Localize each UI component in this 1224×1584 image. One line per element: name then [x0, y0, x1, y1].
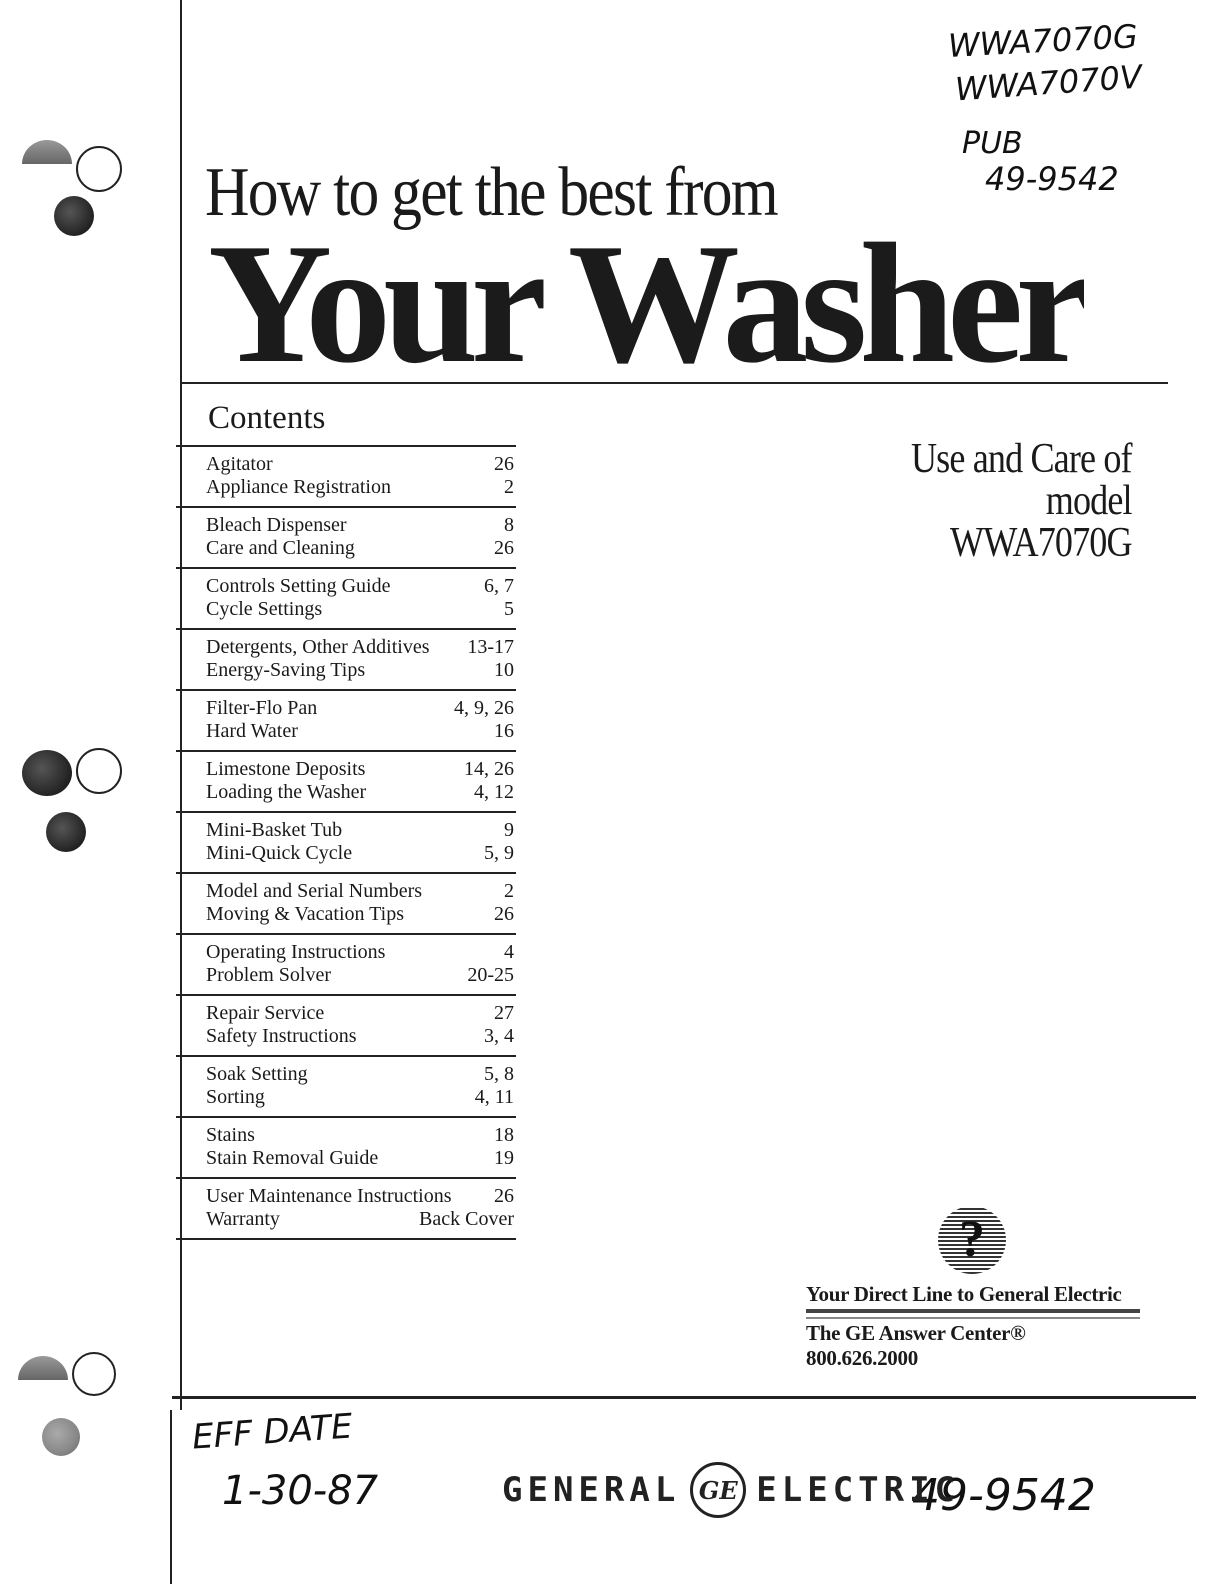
contents-group	[176, 1177, 516, 1240]
contents-entry-page: 14, 26	[464, 758, 514, 780]
contents-entry-label: Stains	[206, 1124, 255, 1146]
contents-entry-page: 27	[494, 1002, 514, 1024]
contents-row	[206, 1147, 516, 1170]
handwritten-footer-number: 49-9542	[912, 1470, 1096, 1521]
contents-group	[176, 933, 516, 994]
contents-row	[206, 575, 516, 598]
binder-hole	[22, 140, 72, 188]
contents-entry-page: 16	[494, 720, 514, 742]
contents-entry-label: Agitator	[206, 453, 273, 475]
answer-center-block	[806, 1282, 1140, 1371]
contents-entry-page: 3, 4	[484, 1025, 514, 1047]
contents-entry-label: Warranty	[206, 1208, 280, 1230]
contents-row	[206, 453, 516, 476]
use-care-model-label: model	[1046, 478, 1132, 524]
answer-center-phone: The GE Answer Center® 800.626.2000	[806, 1317, 1140, 1371]
contents-entry-label: Mini-Quick Cycle	[206, 842, 353, 864]
contents-group	[176, 506, 516, 567]
contents-row	[206, 819, 516, 842]
brand-logo	[502, 1462, 960, 1518]
contents-entry-label: Repair Service	[206, 1002, 325, 1024]
contents-row	[206, 476, 516, 499]
contents-entry-page: 4, 11	[474, 1086, 514, 1108]
handwritten-eff-date: 1-30-87	[222, 1468, 379, 1514]
contents-table	[176, 445, 516, 1240]
contents-row	[206, 903, 516, 926]
left-margin-rule-lower	[170, 1410, 172, 1584]
contents-row	[206, 842, 516, 865]
contents-entry-label: Care and Cleaning	[206, 537, 355, 559]
contents-entry-page: 10	[494, 659, 514, 681]
contents-row	[206, 880, 516, 903]
contents-entry-page: 20-25	[467, 964, 514, 986]
contents-row	[206, 1063, 516, 1086]
contents-group	[176, 445, 516, 506]
contents-entry-page: 26	[494, 453, 514, 475]
contents-row	[206, 659, 516, 682]
contents-row	[206, 1185, 516, 1208]
contents-entry-label: Stain Removal Guide	[206, 1147, 379, 1169]
contents-entry-label: Operating Instructions	[206, 941, 386, 963]
contents-entry-page: Back Cover	[419, 1208, 514, 1230]
contents-row	[206, 598, 516, 621]
contents-row	[206, 720, 516, 743]
binder-hole	[76, 748, 122, 794]
contents-row	[206, 1208, 516, 1231]
contents-entry-page: 4, 9, 26	[454, 697, 514, 719]
contents-row	[206, 1002, 516, 1025]
contents-entry-page: 2	[504, 880, 514, 902]
binder-hole	[46, 812, 86, 852]
contents-row	[206, 697, 516, 720]
contents-entry-page: 2	[504, 476, 514, 498]
handwritten-eff-label: EFF DATE	[190, 1406, 354, 1458]
contents-entry-label: Bleach Dispenser	[206, 514, 347, 536]
contents-entry-label: Moving & Vacation Tips	[206, 903, 404, 925]
contents-entry-page: 26	[494, 1185, 514, 1207]
contents-group	[176, 811, 516, 872]
direct-line-text: Your Direct Line to General Electric	[806, 1282, 1140, 1313]
contents-entry-label: User Maintenance Instructions	[206, 1185, 452, 1207]
contents-entry-page: 5, 9	[484, 842, 514, 864]
handwritten-model-2: WWA7070V	[953, 57, 1144, 109]
contents-entry-label: Loading the Washer	[206, 781, 367, 803]
contents-entry-page: 6, 7	[484, 575, 514, 597]
binder-hole	[18, 1356, 68, 1404]
contents-entry-page: 4	[504, 941, 514, 963]
contents-entry-label: Cycle Settings	[206, 598, 323, 620]
brand-electric: ELECTRIC	[756, 1470, 961, 1510]
contents-entry-label: Soak Setting	[206, 1063, 308, 1085]
contents-group	[176, 628, 516, 689]
contents-group	[176, 872, 516, 933]
contents-group	[176, 1055, 516, 1116]
use-care-line: Use and Care of	[911, 436, 1132, 482]
contents-row	[206, 636, 516, 659]
brand-general: GENERAL	[502, 1470, 681, 1510]
contents-entry-label: Problem Solver	[206, 964, 331, 986]
contents-entry-page: 26	[494, 537, 514, 559]
contents-entry-page: 5, 8	[484, 1063, 514, 1085]
contents-entry-page: 9	[504, 819, 514, 841]
contents-row	[206, 964, 516, 987]
ge-logo-icon: GE	[690, 1462, 746, 1518]
contents-entry-label: Sorting	[206, 1086, 265, 1108]
headline-subtitle: How to get the best from	[205, 154, 777, 231]
contents-entry-page: 13-17	[467, 636, 514, 658]
contents-entry-label: Filter-Flo Pan	[206, 697, 318, 719]
contents-group	[176, 1116, 516, 1177]
contents-entry-page: 5	[504, 598, 514, 620]
contents-entry-label: Controls Setting Guide	[206, 575, 391, 597]
contents-entry-page: 26	[494, 903, 514, 925]
contents-entry-label: Hard Water	[206, 720, 298, 742]
contents-entry-label: Detergents, Other Additives	[206, 636, 430, 658]
contents-title: Contents	[208, 400, 326, 436]
answer-center-badge-icon	[938, 1206, 1006, 1274]
binder-hole	[72, 1352, 116, 1396]
binder-hole	[76, 146, 122, 192]
contents-row	[206, 537, 516, 560]
contents-row	[206, 758, 516, 781]
contents-entry-page: 8	[504, 514, 514, 536]
contents-group	[176, 567, 516, 628]
contents-row	[206, 1086, 516, 1109]
question-mark-icon: ?	[959, 1211, 985, 1268]
contents-row	[206, 1025, 516, 1048]
contents-entry-page: 4, 12	[474, 781, 514, 803]
contents-row	[206, 514, 516, 537]
contents-entry-label: Appliance Registration	[206, 476, 391, 498]
headline-title: Your Washer	[208, 218, 1084, 368]
contents-group	[176, 750, 516, 811]
binder-hole	[42, 1418, 80, 1456]
handwritten-pub-label: PUB	[962, 126, 1023, 161]
contents-group	[176, 689, 516, 750]
footer-divider	[172, 1396, 1196, 1399]
use-care-heading	[911, 438, 1132, 564]
use-care-model-number: WWA7070G	[950, 520, 1132, 566]
contents-row	[206, 1124, 516, 1147]
headline-divider	[180, 382, 1168, 384]
handwritten-pub-number: 49-9542	[985, 160, 1119, 198]
contents-group	[176, 994, 516, 1055]
contents-row	[206, 781, 516, 804]
contents-row	[206, 941, 516, 964]
contents-entry-label: Model and Serial Numbers	[206, 880, 423, 902]
binder-hole	[54, 196, 94, 236]
contents-entry-label: Energy-Saving Tips	[206, 659, 366, 681]
handwritten-model-1: WWA7070G	[947, 17, 1139, 65]
binder-hole	[22, 750, 72, 796]
contents-entry-label: Safety Instructions	[206, 1025, 357, 1047]
contents-entry-label: Limestone Deposits	[206, 758, 366, 780]
contents-entry-label: Mini-Basket Tub	[206, 819, 343, 841]
contents-entry-page: 19	[494, 1147, 514, 1169]
contents-entry-page: 18	[494, 1124, 514, 1146]
